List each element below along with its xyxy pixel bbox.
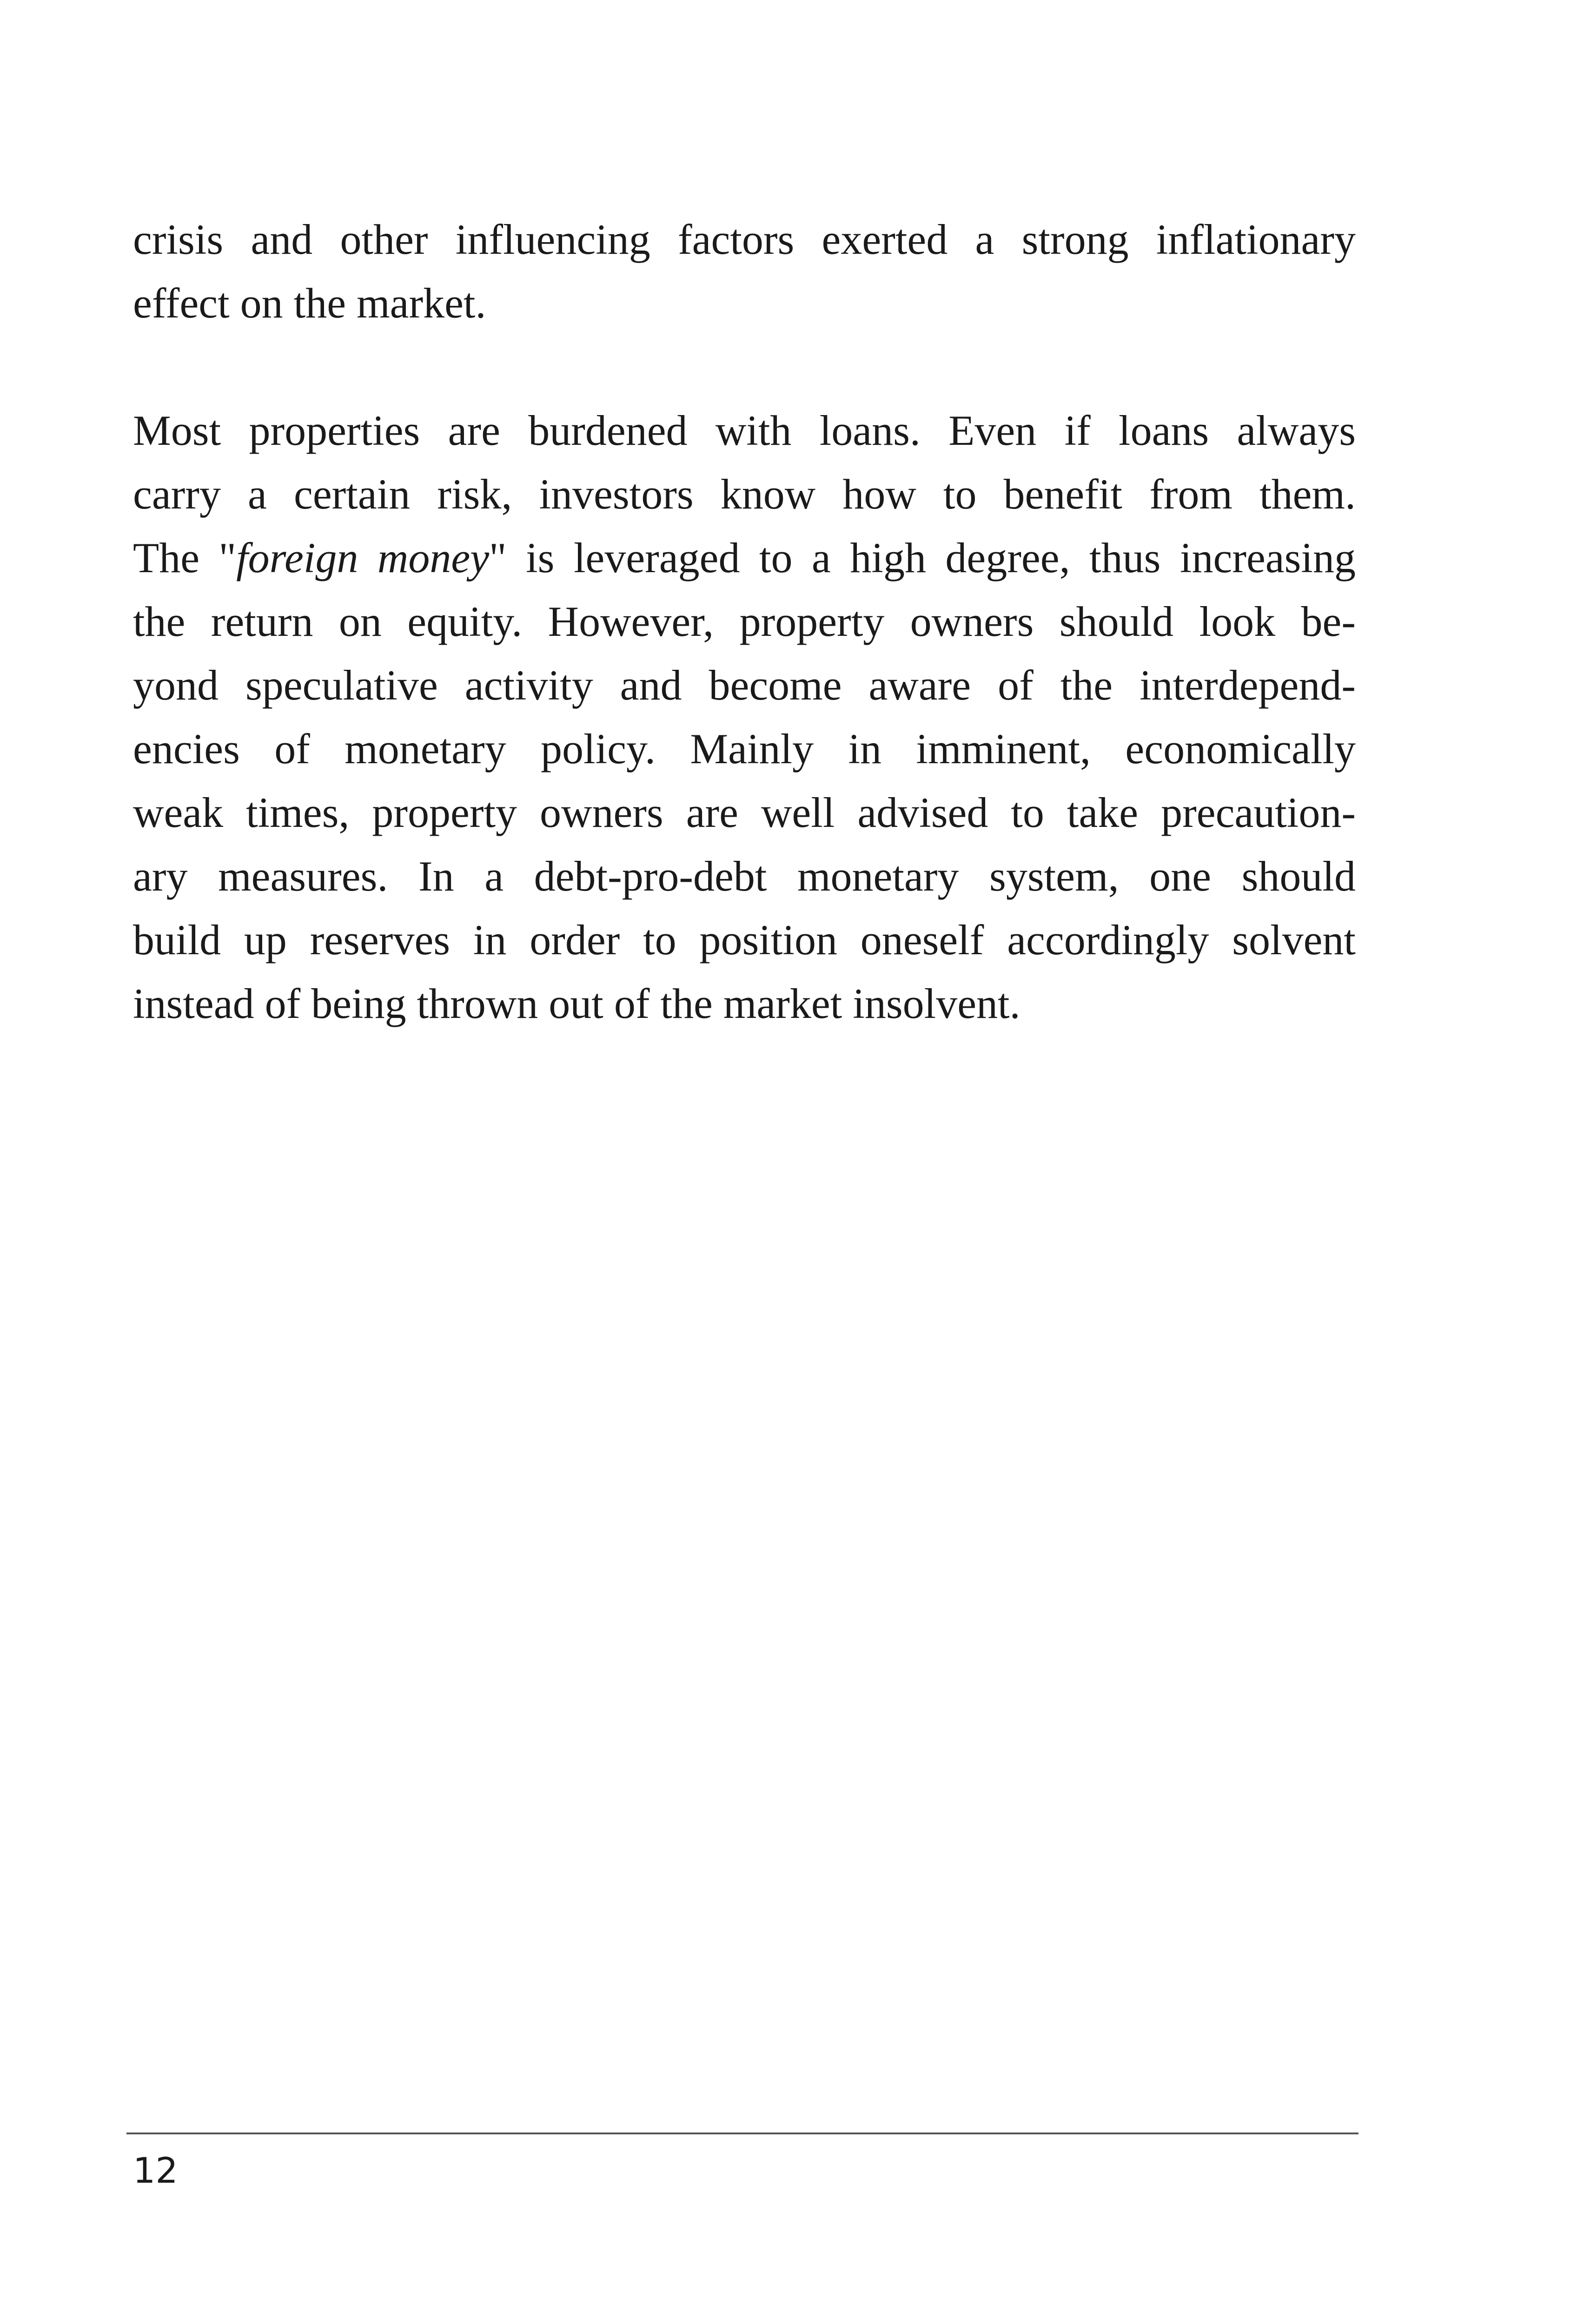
text-line: instead of being thrown out of the market insolvent. [133, 980, 1020, 1027]
footer-divider [126, 2133, 1358, 2134]
text-line: carry a certain risk, investors know how to benefit from them. [133, 470, 1356, 518]
text-line: crisis and other influencing factors exerted a strong inflationary [133, 216, 1356, 263]
text-segment: " is leveraged to a high degree, thus increasing [489, 534, 1356, 581]
text-line-with-italic [133, 526, 1356, 590]
page-number: 12 [133, 2150, 178, 2191]
paragraph-1 [133, 208, 1356, 335]
text-line: yond speculative activity and become aware of the interdepend- [133, 661, 1356, 709]
text-line: the return on equity. However, property owners should look be- [133, 598, 1356, 645]
text-line: weak times, property owners are well advised to take precaution- [133, 789, 1356, 836]
text-segment: The " [133, 534, 237, 581]
text-line: ary measures. In a debt-pro-debt monetary system, one should [133, 852, 1356, 900]
italic-phrase: foreign money [236, 534, 490, 581]
paragraph-2 [133, 399, 1356, 1036]
text-line: encies of monetary policy. Mainly in imminent, economically [133, 725, 1356, 772]
text-line: build up reserves in order to position oneself accordingly solvent [133, 916, 1356, 964]
text-line: Most properties are burdened with loans. Even if loans always [133, 407, 1356, 454]
text-line: effect on the market. [133, 279, 486, 327]
